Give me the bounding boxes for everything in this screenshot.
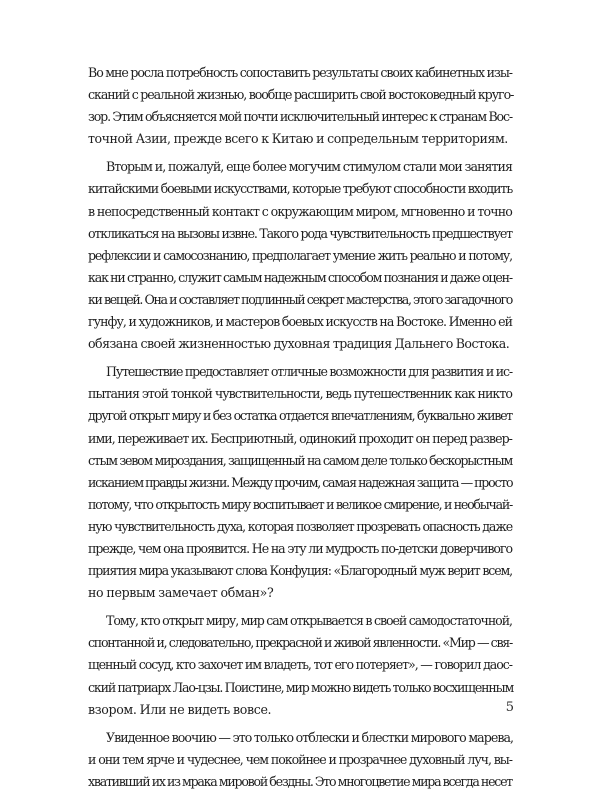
text-line: сканий с реальной жизнью, вообще расширить свой востоковедный круго- [88,87,514,103]
text-line: Путешествие предоставляет отличные возможности для развития и ис- [106,364,512,380]
page-number: 5 [505,700,514,715]
text-line: откликаться на вызовы извне. Такого рода чувствительность предшествует [88,225,512,241]
text-line: стым зевом мироздания, защищенный на самом деле только бескорыстным [88,452,512,468]
body-text [88,62,512,799]
paragraph-1 [88,62,512,150]
text-line: точной Азии, прежде всего к Китаю и сопредельным территориям. [88,131,508,147]
text-line: но первым замечает обман»? [88,585,274,601]
text-line: взором. Или не видеть вовсе. [88,701,272,717]
text-line: приятия мира указывают слова Конфуция: «Благородный муж верит всем, [88,563,512,579]
paragraph-5 [88,727,512,793]
text-line: и они тем ярче и чудеснее, чем покойнее и прозрачнее духовный луч, вы- [88,751,512,767]
paragraph-2 [88,156,512,355]
text-line: рефлексии и самосознанию, предполагает умение жить реально и потому, [88,247,512,263]
text-line: ский патриарх Лао-цзы. Поистине, мир можно видеть только восхищенным [88,679,514,695]
text-line: обязана своей жизненностью духовная традиция Дальнего Востока. [88,336,510,352]
text-line: потому, что открытость миру воспитывает и великое смирение, и необычай- [88,496,512,512]
text-line: китайскими боевыми искусствами, которые требуют способности входить [88,181,513,197]
text-line: зор. Этим объясняется мой почти исключительный интерес к странам Вос- [88,109,512,125]
text-line: спонтанной и, следовательно, прекрасной и живой явленности. «Мир — свя- [88,635,512,651]
text-line: как ни странно, служит самым надежным способом познания и даже оцен- [88,269,512,285]
text-line: Тому, кто открыт миру, мир сам открывается в своей самодостаточной, [106,613,512,629]
text-line: гунфу, и художников, и мастеров боевых искусств на Востоке. Именно ей [88,314,513,330]
paragraph-4 [88,610,512,720]
text-line: ную чувствительность духа, которая позволяет прозревать опасность даже [88,518,512,534]
text-line: Увиденное воочию — это только отблески и блестки мирового марева, [106,729,514,745]
text-line: другой открыт миру и без остатка отдается впечатлениям, буквально живет [88,408,512,424]
text-line: Вторым и, пожалуй, еще более могучим стимулом стали мои занятия [106,159,512,175]
text-line: хвативший их из мрака мировой бездны. Это многоцветие мира всегда несет [88,773,512,789]
text-line: в непосредственный контакт с окружающим миром, мгновенно и точно [88,203,512,219]
text-line: Во мне росла потребность сопоставить результаты своих кабинетных изы- [88,65,512,80]
text-line: щенный сосуд, кто захочет им владеть, тот его потеряет», — говорил даос- [88,657,512,673]
text-line: прежде, чем она проявится. Не на эту ли мудрость по-детски доверчивого [88,540,512,556]
paragraph-3 [88,361,512,604]
text-line: ки вещей. Она и составляет подлинный секрет мастерства, этого загадочного [88,291,512,307]
text-line: исканием правды жизни. Между прочим, самая надежная защита — просто [88,474,513,490]
text-line: пытания этой тонкой чувствительности, ведь путешественник как никто [88,386,512,402]
text-line: ими, переживает их. Бесприютный, одинокий проходит он перед развер- [88,430,512,446]
